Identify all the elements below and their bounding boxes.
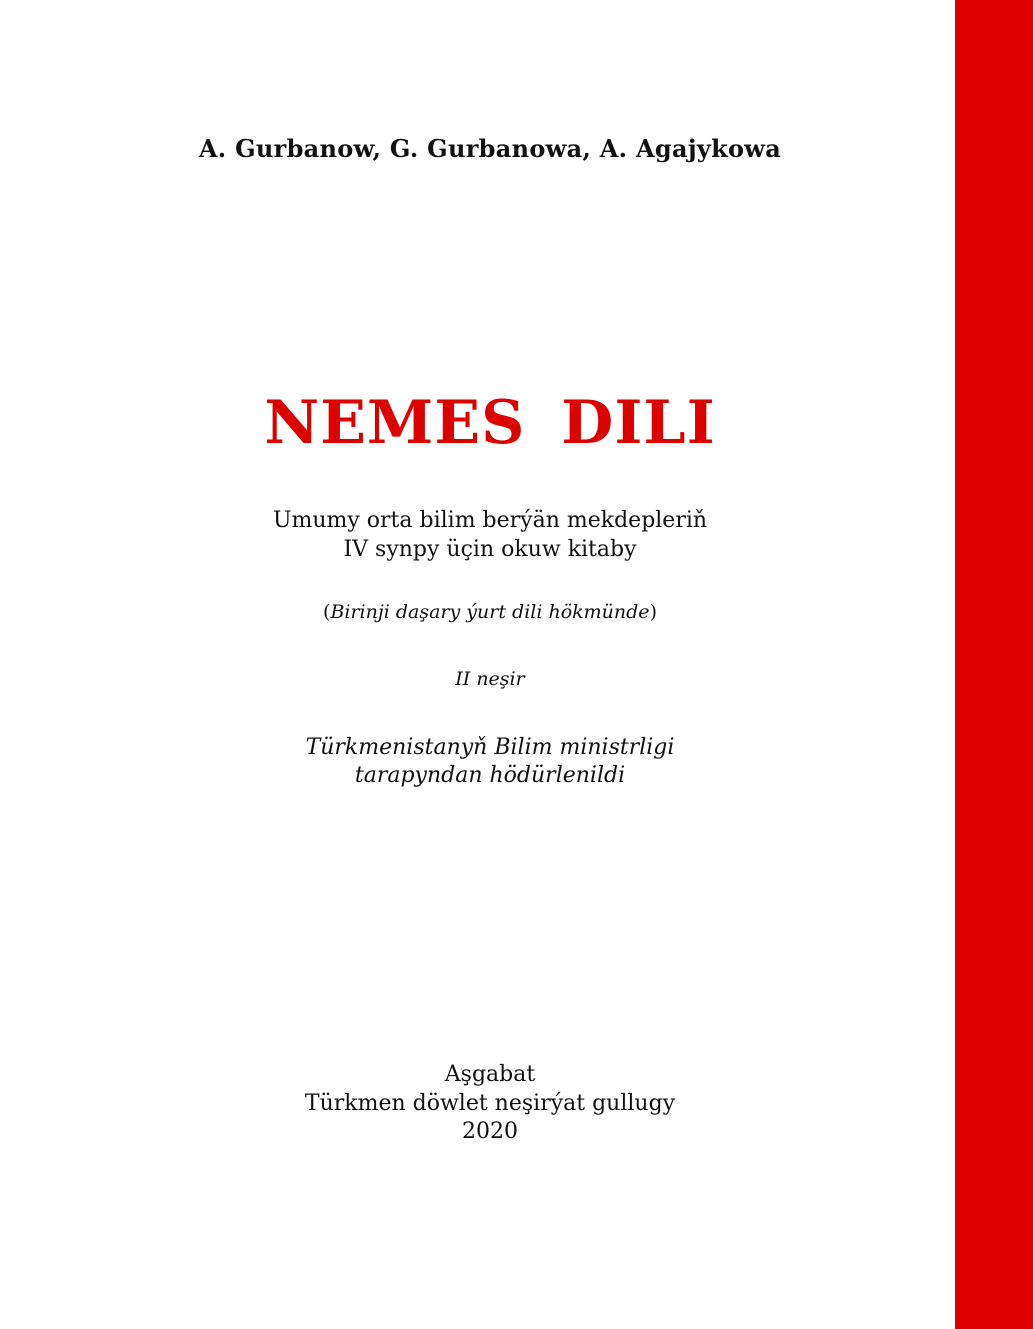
authors: A. Gurbanow, G. Gurbanowa, A. Agajykowa [198, 134, 782, 163]
note-text: Birinji daşary ýurt dili hökmünde [330, 601, 650, 623]
subtitle-line-1: Umumy orta bilim berýän mekdepleriň [272, 508, 708, 533]
approval-line-1: Türkmenistanyň Bilim ministrligi [305, 735, 675, 760]
note-close-paren: ) [649, 601, 657, 623]
language-note [0, 601, 980, 623]
imprint-publisher: Türkmen döwlet neşirýat gullugy [304, 1091, 676, 1116]
approval-line-2: tarapyndan hödürlenildi [354, 763, 626, 788]
book-title: NEMES DILI [264, 388, 716, 458]
note-open-paren: ( [323, 601, 331, 623]
imprint-city: Aşgabat [444, 1062, 536, 1087]
edition: II neşir [455, 668, 525, 690]
imprint-year: 2020 [462, 1119, 518, 1144]
subtitle-line-2: IV synpy üçin okuw kitaby [343, 537, 637, 562]
